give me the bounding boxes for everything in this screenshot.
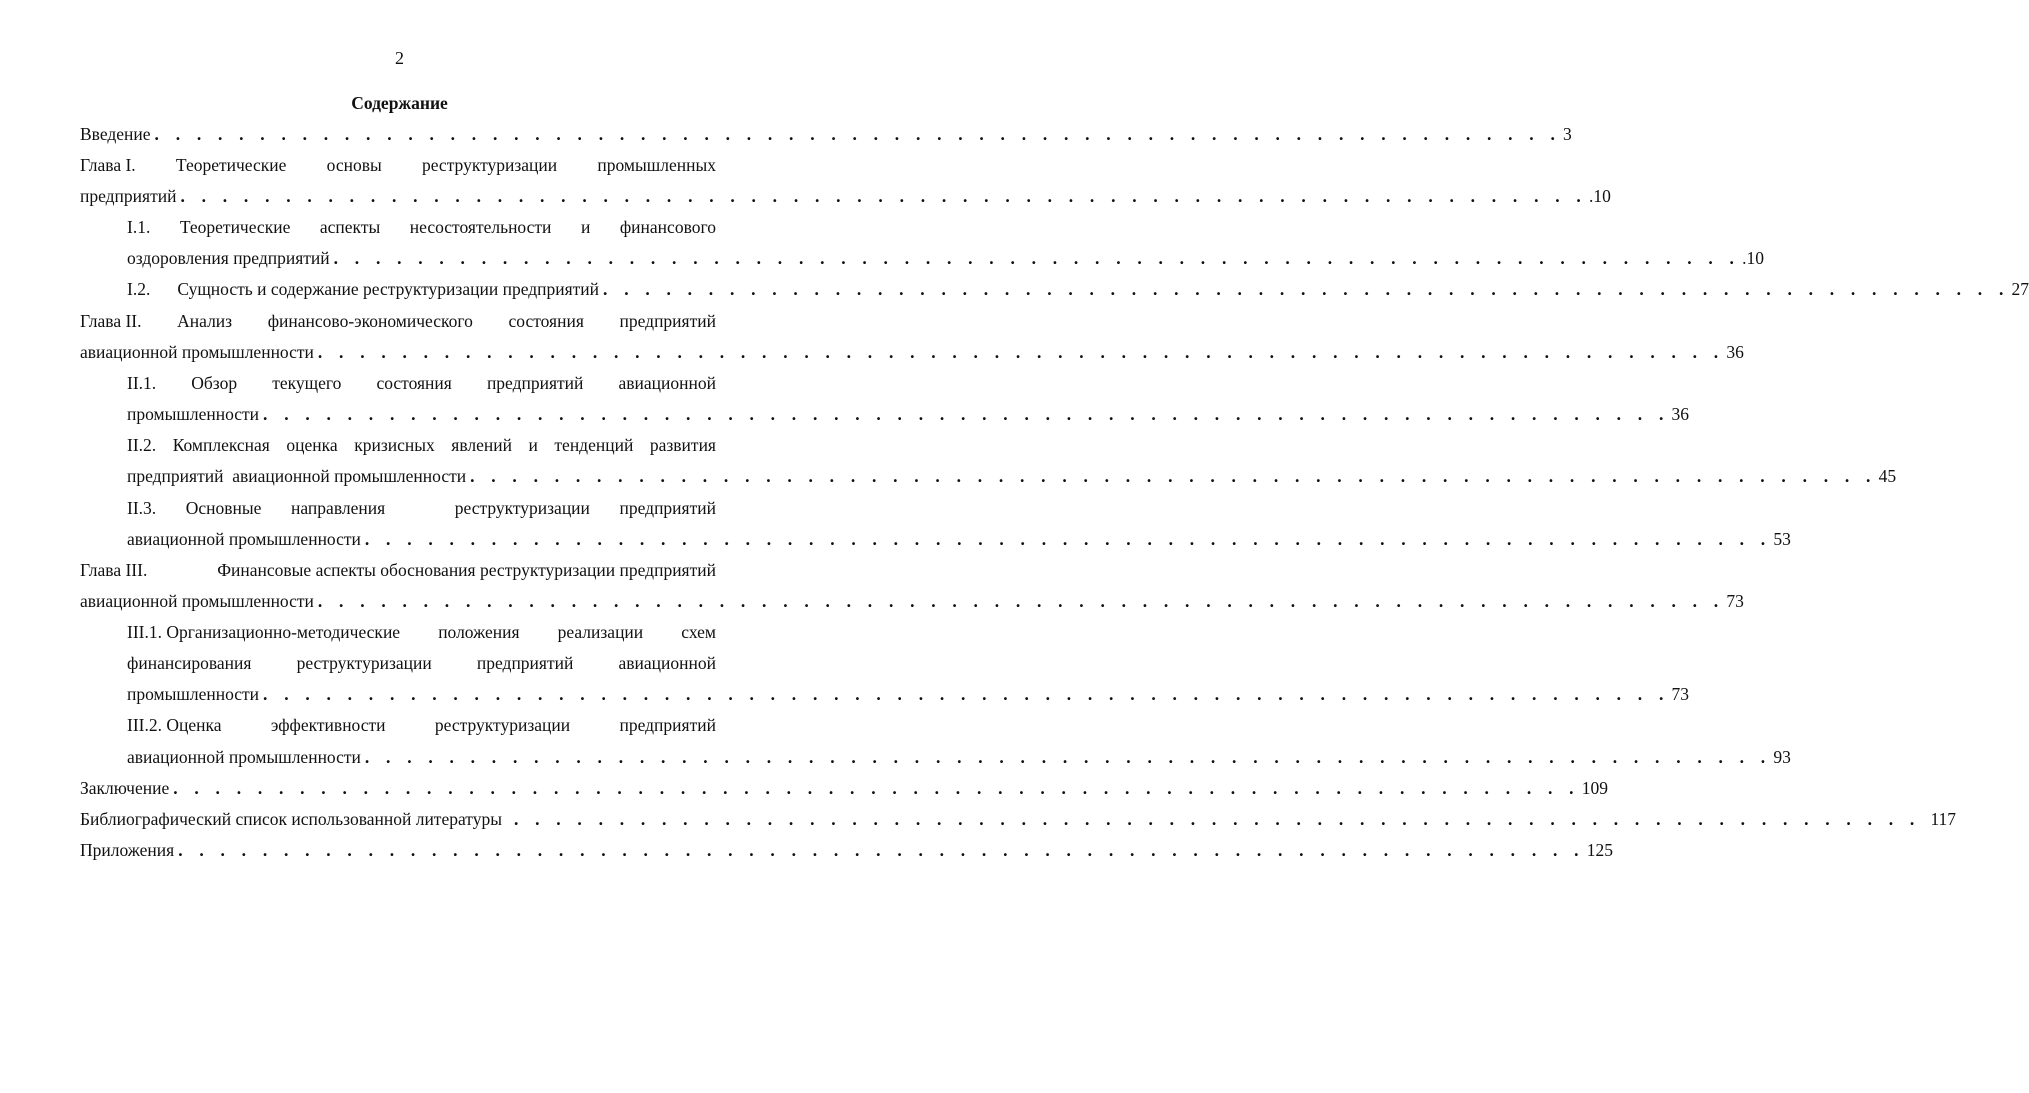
dot-leader: . . . . . . . . . . . . . . . . . . . . . . . . . . . . . . . . . . . . . . . . . . . . . . . . . . . . . . . . . . . . . . . . . . . bbox=[317, 342, 1725, 362]
toc-entry-text: промышленности bbox=[127, 404, 260, 424]
dot-leader: . . . . . . . . . . . . . . . . . . . . . . . . . . . . . . . . . . . . . . . . . . . . . . . . . . . . . . . . . . . . . . . . . . . bbox=[154, 124, 1562, 144]
toc-entry-ch3-2-line2[interactable] bbox=[127, 745, 1791, 769]
toc-page-number: 109 bbox=[1581, 778, 1608, 798]
toc-word: финансирования bbox=[127, 653, 252, 673]
toc-word: Основные bbox=[185, 498, 262, 518]
toc-word: Обзор bbox=[191, 373, 238, 393]
toc-page-number: 73 bbox=[1671, 684, 1690, 704]
toc-word: состояния bbox=[376, 373, 452, 393]
toc-page-number: 117 bbox=[1930, 809, 1957, 829]
toc-entry-text: предприятий авиационной промышленности bbox=[127, 466, 467, 486]
toc-word: реализации bbox=[557, 622, 644, 642]
toc-word: оценка bbox=[286, 435, 338, 455]
toc-page-number: 73 bbox=[1726, 591, 1744, 611]
toc-word: несостоятельности bbox=[409, 217, 552, 237]
dot-leader: . . . . . . . . . . . . . . . . . . . . . . . . . . . . . . . . . . . . . . . . . . . . . . . . . . . . . . . . . . . . . . . . . . . bbox=[333, 248, 1741, 268]
toc-word: и bbox=[580, 217, 591, 237]
toc-entry-ch2-1-line2[interactable] bbox=[127, 402, 1690, 426]
toc-word: Глава I. bbox=[80, 155, 136, 175]
toc-entry-ch2-1-line1[interactable] bbox=[127, 371, 716, 395]
toc-word: основы bbox=[326, 155, 382, 175]
dot-leader: . . . . . . . . . . . . . . . . . . . . . . . . . . . . . . . . . . . . . . . . . . . . . . . . . . . . . . . . . . . . . . . . . . . bbox=[180, 186, 1587, 206]
toc-entry-text: авиационной промышленности bbox=[80, 591, 314, 611]
toc-entry-ch2-3-line1[interactable] bbox=[127, 496, 716, 520]
toc-entry-ch1-line2[interactable] bbox=[80, 184, 1611, 208]
toc-word: положения bbox=[438, 622, 520, 642]
toc-page-number: .10 bbox=[1742, 248, 1765, 268]
toc-word: состояния bbox=[508, 311, 584, 331]
toc-word: эффективности bbox=[270, 715, 386, 735]
toc-page-number: 36 bbox=[1671, 404, 1690, 424]
toc-word: авиационной bbox=[618, 373, 716, 393]
toc-word: аспекты bbox=[319, 217, 381, 237]
toc-word: явлений bbox=[451, 435, 512, 455]
toc-word: Глава III. bbox=[80, 560, 148, 580]
toc-word: III.1. Организационно-методические bbox=[127, 622, 401, 642]
toc-word: финансового bbox=[619, 217, 716, 237]
dot-leader: . . . . . . . . . . . . . . . . . . . . . . . . . . . . . . . . . . . . . . . . . . . . . . . . . . . . . . . . . . . . . . . . . . . bbox=[470, 466, 1877, 486]
toc-entry-text: Приложения bbox=[80, 840, 175, 860]
dot-leader: . . . . . . . . . . . . . . . . . . . . . . . . . . . . . . . . . . . . . . . . . . . . . . . . . . . . . . . . . . . . . . . . . . . bbox=[317, 591, 1725, 611]
toc-entry-label: I.2. bbox=[127, 279, 151, 299]
toc-word: промышленных bbox=[597, 155, 716, 175]
toc-word: схем bbox=[681, 622, 716, 642]
dot-leader: . . . . . . . . . . . . . . . . . . . . . . . . . . . . . . . . . . . . . . . . . . . . . . . . . . . . . . . . . . . . . . . . . . . bbox=[364, 747, 1772, 767]
toc-page-number: 45 bbox=[1878, 466, 1897, 486]
toc-word: авиационной bbox=[618, 653, 716, 673]
toc-entry-text: авиационной промышленности bbox=[127, 529, 361, 549]
toc-entry-conclusion[interactable] bbox=[80, 776, 1608, 800]
toc-word: реструктуризации bbox=[434, 715, 571, 735]
toc-entry-ch1-line1[interactable] bbox=[80, 153, 716, 177]
toc-page-number: 93 bbox=[1773, 747, 1791, 767]
dot-leader: . . . . . . . . . . . . . . . . . . . . . . . . . . . . . . . . . . . . . . . . . . . . . . . . . . . . . . . . . . . . . . . . . . . bbox=[173, 778, 1580, 798]
toc-word: реструктуризации bbox=[454, 498, 590, 518]
toc-entry-ch1-2[interactable] bbox=[127, 277, 2029, 301]
toc-entry-text: предприятий bbox=[80, 186, 177, 206]
toc-word: предприятий bbox=[619, 715, 716, 735]
toc-word: Комплексная bbox=[172, 435, 270, 455]
toc-word: Финансовые аспекты обоснования реструктуризации предприятий bbox=[217, 560, 716, 580]
toc-entry-ch3-line2[interactable] bbox=[80, 589, 1744, 613]
toc-word: и bbox=[528, 435, 538, 455]
toc-entry-ch3-1-line2[interactable] bbox=[127, 651, 716, 675]
toc-word: Анализ bbox=[177, 311, 233, 331]
toc-entry-ch2-line1[interactable] bbox=[80, 309, 716, 333]
toc-page-number: 3 bbox=[1563, 124, 1572, 144]
dot-leader: . . . . . . . . . . . . . . . . . . . . . . . . . . . . . . . . . . . . . . . . . . . . . . . . . . . . . . . . . . . . . . . . . . . bbox=[263, 684, 1670, 704]
toc-word: предприятий bbox=[619, 498, 716, 518]
toc-word: II.3. bbox=[127, 498, 157, 518]
toc-entry-bibliography[interactable] bbox=[80, 807, 1957, 831]
page-number: 2 bbox=[395, 48, 404, 68]
toc-entry-ch3-2-line1[interactable] bbox=[127, 713, 716, 737]
dot-leader: . . . . . . . . . . . . . . . . . . . . . . . . . . . . . . . . . . . . . . . . . . . . . . . . . . . . . . . . . . . . . . . . . . . bbox=[513, 809, 1921, 829]
toc-word: предприятий bbox=[619, 311, 716, 331]
toc-page-number: 125 bbox=[1586, 840, 1613, 860]
toc-word: II.2. bbox=[127, 435, 157, 455]
toc-page-number: 36 bbox=[1726, 342, 1744, 362]
toc-word: предприятий bbox=[486, 373, 584, 393]
toc-entry-text: Сущность и содержание реструктуризации предприятий bbox=[177, 279, 600, 299]
toc-word: II.1. bbox=[127, 373, 157, 393]
toc-entry-ch3-line1[interactable] bbox=[80, 558, 716, 582]
toc-entry-ch3-1-line1[interactable] bbox=[127, 620, 716, 644]
toc-entry-intro[interactable] bbox=[80, 122, 1572, 146]
toc-entry-text: Введение bbox=[80, 124, 151, 144]
toc-word: III.2. Оценка bbox=[127, 715, 222, 735]
toc-page-number: 27 bbox=[2011, 279, 2029, 299]
dot-leader: . . . . . . . . . . . . . . . . . . . . . . . . . . . . . . . . . . . . . . . . . . . . . . . . . . . . . . . . . . . . . . . . . . . bbox=[178, 840, 1585, 860]
toc-word: Теоретические bbox=[175, 155, 287, 175]
toc-entry-text: оздоровления предприятий bbox=[127, 248, 330, 268]
toc-entry-ch2-2-line1[interactable] bbox=[127, 433, 716, 457]
toc-entry-ch2-2-line2[interactable] bbox=[127, 464, 1897, 488]
toc-word: текущего bbox=[272, 373, 342, 393]
dot-leader: . . . . . . . . . . . . . . . . . . . . . . . . . . . . . . . . . . . . . . . . . . . . . . . . . . . . . . . . . . . . . . . . . . . bbox=[603, 279, 2010, 299]
dot-leader: . . . . . . . . . . . . . . . . . . . . . . . . . . . . . . . . . . . . . . . . . . . . . . . . . . . . . . . . . . . . . . . . . . . bbox=[263, 404, 1670, 424]
dot-leader: . . . . . . . . . . . . . . . . . . . . . . . . . . . . . . . . . . . . . . . . . . . . . . . . . . . . . . . . . . . . . . . . . . . bbox=[364, 529, 1772, 549]
toc-word: тенденций bbox=[554, 435, 634, 455]
toc-entry-ch2-line2[interactable] bbox=[80, 340, 1744, 364]
toc-word: финансово-экономического bbox=[267, 311, 473, 331]
toc-word: I.1. bbox=[127, 217, 151, 237]
toc-entry-appendix[interactable] bbox=[80, 838, 1613, 862]
toc-word: направления bbox=[291, 498, 386, 518]
toc-word: развития bbox=[649, 435, 716, 455]
toc-page-number: 53 bbox=[1773, 529, 1791, 549]
toc-entry-text: Заключение bbox=[80, 778, 170, 798]
toc-word: реструктуризации bbox=[296, 653, 432, 673]
toc-page-number: .10 bbox=[1588, 186, 1611, 206]
toc-entry-ch1-1-line2[interactable] bbox=[127, 246, 1765, 270]
toc-word: кризисных bbox=[354, 435, 435, 455]
toc-word: предприятий bbox=[476, 653, 574, 673]
toc-word: Глава II. bbox=[80, 311, 142, 331]
toc-entry-text: авиационной промышленности bbox=[80, 342, 314, 362]
toc-entry-text: Библиографический список использованной литературы bbox=[80, 809, 502, 829]
toc-title: Содержание bbox=[351, 93, 448, 113]
toc-entry-text: авиационной промышленности bbox=[127, 747, 361, 767]
toc-entry-ch3-1-line3[interactable] bbox=[127, 682, 1690, 706]
toc-word: Теоретические bbox=[179, 217, 291, 237]
toc-entry-ch1-1-line1[interactable] bbox=[127, 215, 716, 239]
toc-entry-ch2-3-line2[interactable] bbox=[127, 527, 1791, 551]
toc-entry-text: промышленности bbox=[127, 684, 260, 704]
toc-word: реструктуризации bbox=[421, 155, 558, 175]
